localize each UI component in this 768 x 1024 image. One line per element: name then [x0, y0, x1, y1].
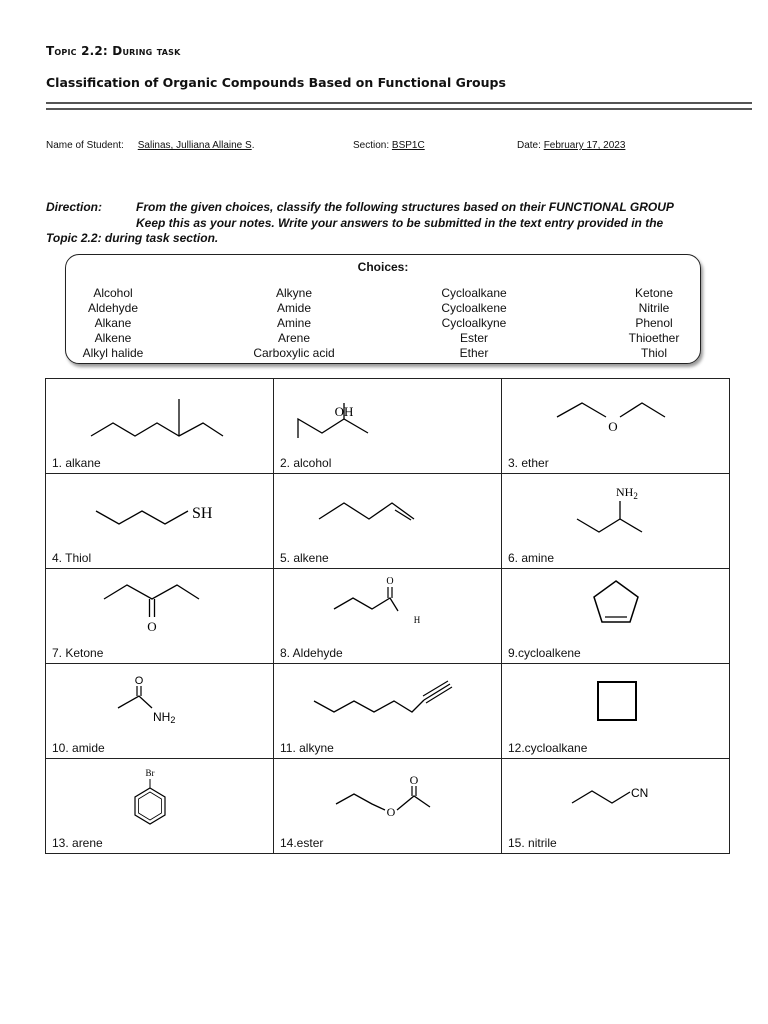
direction-label: Direction: — [46, 200, 103, 214]
choice-item: Nitrile — [638, 301, 670, 315]
structure-cell-8 — [274, 569, 502, 664]
structure-cell-6 — [502, 474, 730, 569]
table-row — [46, 379, 730, 474]
structure-cell-7 — [46, 569, 274, 664]
answer-label: 1. alkane — [52, 456, 101, 470]
structure-cell-5 — [274, 474, 502, 569]
choice-item: Amide — [276, 301, 311, 315]
structure-cell-12 — [502, 664, 730, 759]
choices-column-1 — [80, 286, 146, 361]
answer-label: 2. alcohol — [280, 456, 332, 470]
structure-cell-4 — [46, 474, 274, 569]
answer-label: 5. alkene — [280, 551, 329, 565]
direction-line-1: From the given choices, classify the following structures based on their FUNCTIONAL GROUP — [136, 200, 674, 214]
direction-line-3: Topic 2.2: during task section. — [46, 231, 219, 245]
choices-column-2 — [246, 286, 342, 361]
table-row — [46, 759, 730, 854]
thiol-group-label: SH — [192, 505, 213, 522]
answer-label: 4. Thiol — [52, 551, 92, 565]
choice-item: Thiol — [640, 346, 667, 360]
ether-oxygen-label: O — [608, 419, 618, 434]
student-name-label: Name of Student: — [46, 140, 124, 151]
choices-title: Choices: — [357, 260, 409, 274]
student-name — [46, 140, 254, 151]
table-row — [46, 474, 730, 569]
choice-item: Aldehyde — [87, 301, 139, 315]
structures-table — [45, 378, 730, 854]
choices-column-4 — [618, 286, 690, 361]
table-row — [46, 664, 730, 759]
header-rule-top — [46, 102, 752, 104]
structure-cell-14 — [274, 759, 502, 854]
choice-item: Amine — [276, 316, 311, 330]
structure-cell-9 — [502, 569, 730, 664]
choice-item: Alkane — [94, 316, 132, 330]
choice-item: Cycloalkyne — [441, 316, 507, 330]
ester-oxygen-label: O — [386, 805, 396, 819]
amino-group-label: $NH_2$ — [616, 485, 638, 501]
answer-label: 10. amide — [52, 741, 105, 755]
answer-label: 6. amine — [508, 551, 555, 565]
submission-date — [517, 140, 625, 151]
aldehyde-hydrogen-label: H — [413, 615, 421, 625]
nitrile-group-label: CN — [631, 786, 649, 800]
ester-carbonyl-oxygen-label: O — [409, 773, 419, 787]
structure-cell-11 — [274, 664, 502, 759]
aldehyde-oxygen-label: O — [386, 576, 394, 587]
student-name-value: Salinas, Julliana Allaine S — [137, 140, 252, 151]
answer-label: 11. alkyne — [280, 741, 334, 755]
answer-label: 7. Ketone — [52, 646, 104, 660]
carbonyl-oxygen-label: O — [147, 619, 157, 634]
amide-nitrogen-label: NH2 — [153, 710, 176, 725]
date-value: February 17, 2023 — [543, 140, 626, 151]
structure-cell-13 — [46, 759, 274, 854]
choice-item: Ketone — [634, 286, 674, 300]
answer-label: 8. Aldehyde — [280, 646, 343, 660]
structure-cell-1 — [46, 379, 274, 474]
direction-line-2: Keep this as your notes. Write your answers to be submitted in the text entry provided in the — [136, 216, 664, 230]
choice-item: Alkene — [94, 331, 132, 345]
choice-item: Alcohol — [93, 286, 133, 300]
structure-cell-2 — [274, 379, 502, 474]
section-label: Section: — [353, 140, 390, 151]
choice-item: Ester — [459, 331, 488, 345]
answer-label: 14.ester — [280, 836, 324, 850]
structure-cell-10 — [46, 664, 274, 759]
header-rule-bottom — [46, 108, 752, 110]
answer-label: 15. nitrile — [508, 836, 557, 850]
structure-cell-15 — [502, 759, 730, 854]
bromine-label: Br — [145, 768, 155, 778]
choice-item: Phenol — [635, 316, 673, 330]
amide-oxygen-label: O — [134, 675, 144, 687]
date-label: Date: — [517, 140, 541, 151]
choices-column-3 — [432, 286, 516, 361]
choice-item: Arene — [277, 331, 311, 345]
hydroxyl-label: OH — [334, 404, 354, 419]
answer-label: 3. ether — [508, 456, 549, 470]
choice-item: Alkyl halide — [82, 346, 144, 360]
choice-item: Carboxylic acid — [253, 346, 335, 360]
table-row — [46, 569, 730, 664]
choice-item: Ether — [459, 346, 489, 360]
choice-item: Cycloalkene — [441, 301, 507, 315]
section-value: BSP1C — [391, 140, 425, 151]
choice-item: Alkyne — [275, 286, 313, 300]
answer-label: 13. arene — [52, 836, 103, 850]
structure-cell-3 — [502, 379, 730, 474]
choice-item: Cycloalkane — [441, 286, 507, 300]
topic-heading: Topic 2.2: During task — [46, 44, 181, 58]
answer-label: 12.cycloalkane — [508, 741, 588, 755]
student-section — [353, 140, 425, 151]
document-title: Classification of Organic Compounds Based on Functional Groups — [46, 75, 506, 90]
student-name-dot: . — [251, 140, 255, 151]
answer-label: 9.cycloalkene — [508, 646, 581, 660]
choices-box — [65, 254, 701, 364]
choice-item: Thioether — [628, 331, 680, 345]
